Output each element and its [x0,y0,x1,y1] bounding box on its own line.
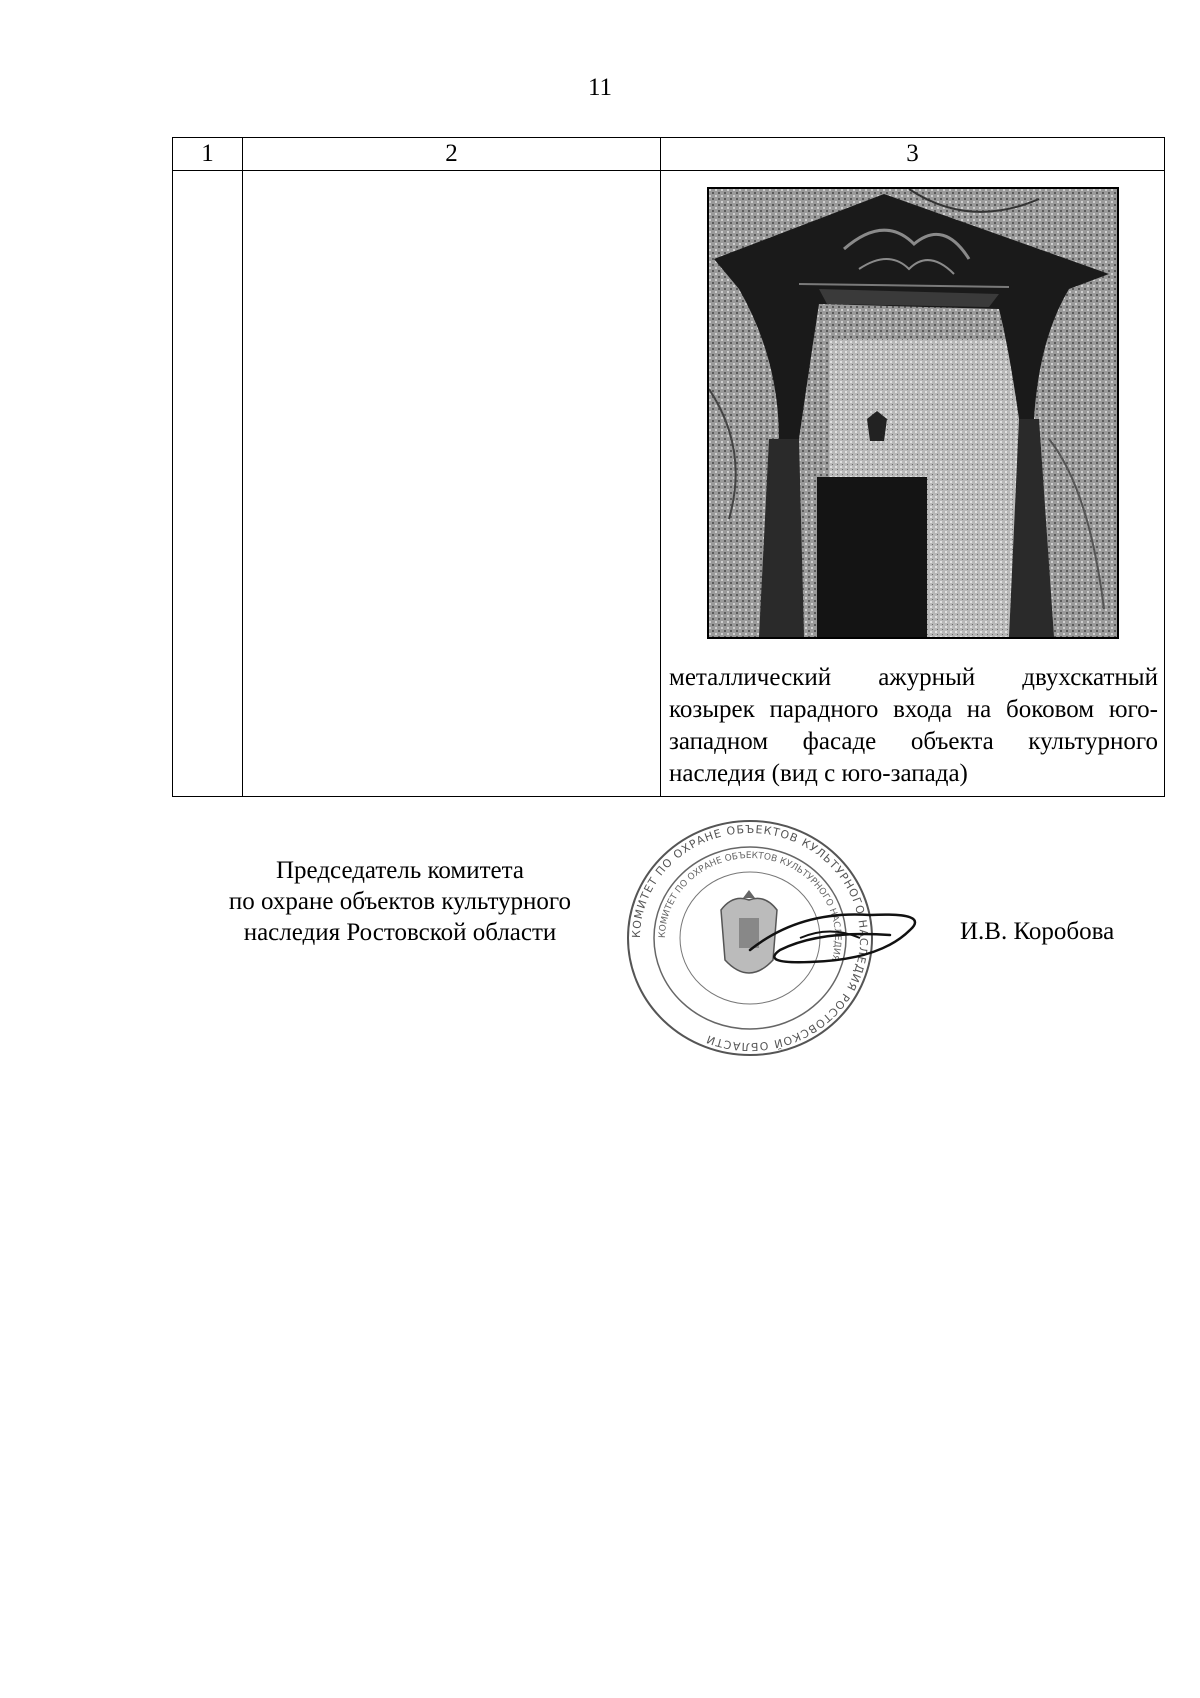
signer-position-line: Председатель комитета [276,857,524,884]
cell-col3 [661,171,1165,797]
photo-illustration [709,189,1117,637]
signer-position-line: наследия Ростовской области [243,919,557,946]
page-number: 11 [587,74,613,101]
handwritten-signature [740,890,940,980]
signer-position [180,855,620,948]
header-cell-1: 1 [173,138,243,171]
header-cell-2: 2 [243,138,661,171]
entrance-canopy-photo [707,187,1119,639]
signer-name: И.В. Коробова [960,918,1115,945]
cell-col2 [243,171,661,797]
svg-text:КОМИТЕТ ПО ОХРАНЕ ОБЪЕКТОВ КУЛ: КОМИТЕТ ПО ОХРАНЕ ОБЪЕКТОВ КУЛЬТУРНОГО НАСЛЕДИЯ [657,850,843,962]
signer-position-line: по охране объектов культурного [228,888,572,915]
photo-caption: металлический ажурный двухскатный козырек парадного входа на боковом юго-западном фасаде объекта культурного наследия (вид с юго-запада) [669,664,1158,787]
table-header-row [173,138,1165,171]
document-table [172,137,1165,797]
header-cell-3: 3 [661,138,1165,171]
table-row [173,171,1165,797]
svg-text:КОМИТЕТ ПО ОХРАНЕ ОБЪЕКТОВ КУЛ: КОМИТЕТ ПО ОХРАНЕ ОБЪЕКТОВ КУЛЬТУРНОГО НАСЛЕДИЯ РОСТОВСКОЙ ОБЛАСТИ [629,822,871,1054]
cell-col1 [173,171,243,797]
